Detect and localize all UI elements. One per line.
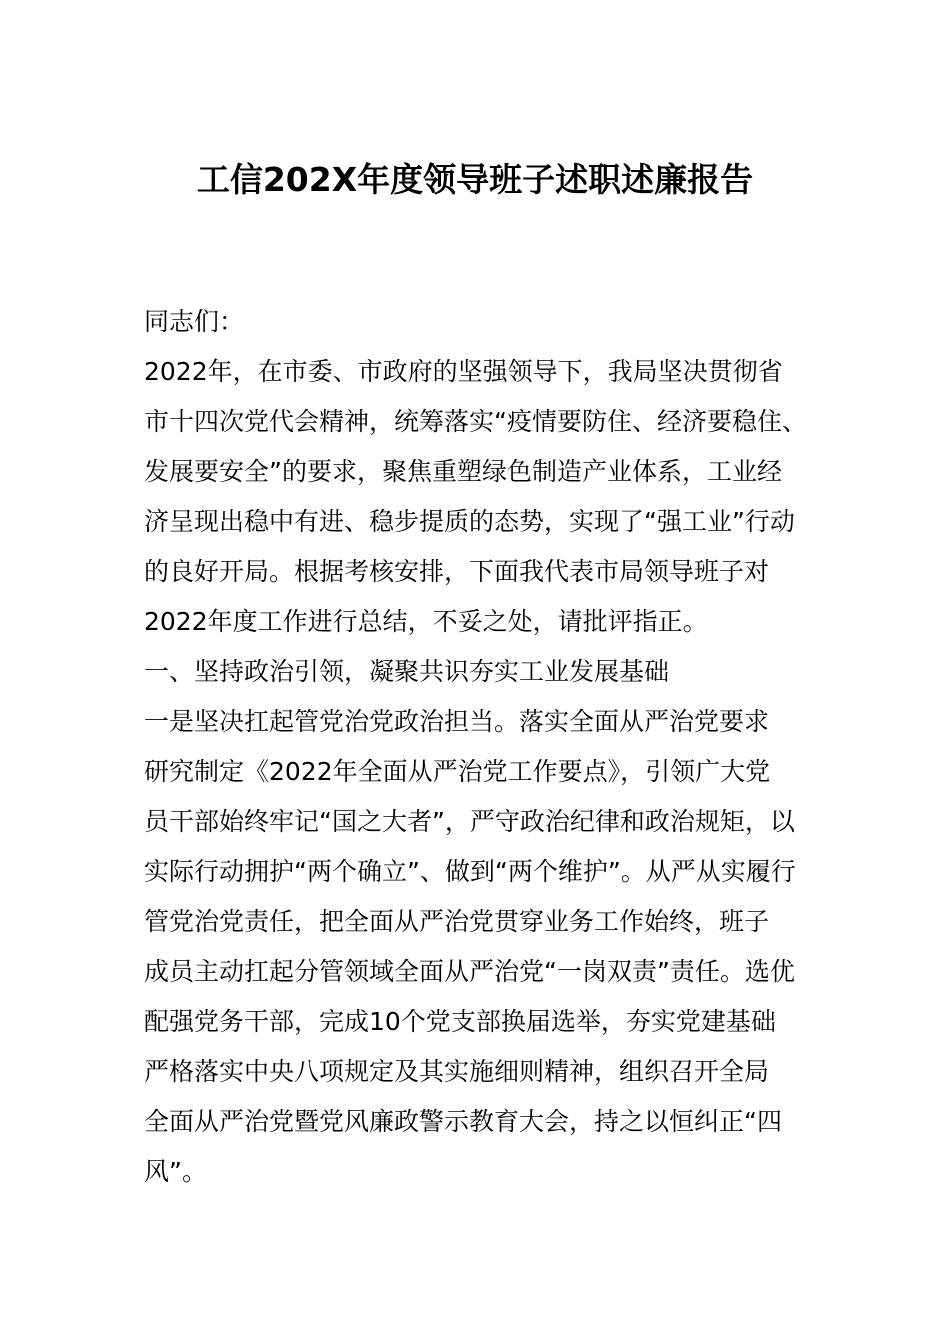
body-line: 全面从严治党暨党风廉政警示教育大会，持之以恒纠正“四: [144, 1107, 782, 1136]
document-title: 工信202X年度领导班子述职述廉报告: [196, 160, 754, 199]
body-line: 研究制定《2022年全面从严治党工作要点》，引领广大党: [144, 757, 771, 786]
body-line: 的良好开局。根据考核安排，下面我代表市局领导班子对: [144, 557, 770, 586]
body-line: 实际行动拥护“两个确立”、做到“两个维护”。从严从实履行: [144, 857, 796, 886]
body-line: 风”。: [144, 1157, 207, 1186]
body-line: 配强党务干部，完成10个党支部换届选举，夯实党建基础: [144, 1007, 776, 1036]
document-body: [144, 297, 844, 1197]
body-line: 管党治党责任，把全面从严治党贯穿业务工作始终，班子: [144, 907, 770, 936]
section-heading: 一、坚持政治引领，凝聚共识夯实工业发展基础: [144, 657, 670, 686]
body-line: 严格落实中央八项规定及其实施细则精神，组织召开全局: [144, 1057, 770, 1086]
body-line: 发展要安全”的要求，聚焦重塑绿色制造产业体系，工业经: [144, 457, 782, 486]
body-line: 一是坚决扛起管党治党政治担当。落实全面从严治党要求: [144, 707, 770, 736]
body-line: 2022年度工作进行总结，不妥之处，请批评指正。: [144, 607, 708, 636]
body-line: 成员主动扛起分管领域全面从严治党“一岗双责”责任。选优: [144, 957, 795, 986]
body-line: 2022年，在市委、市政府的坚强领导下，我局坚决贯彻省: [144, 357, 783, 386]
body-line: 济呈现出稳中有进、稳步提质的态势，实现了“强工业”行动: [144, 507, 795, 536]
body-line: 市十四次党代会精神，统筹落实“疫情要防住、经济要稳住、: [144, 407, 807, 436]
body-line: 同志们：: [144, 307, 245, 336]
body-line: 员干部始终牢记“国之大者”，严守政治纪律和政治规矩，以: [144, 807, 795, 836]
